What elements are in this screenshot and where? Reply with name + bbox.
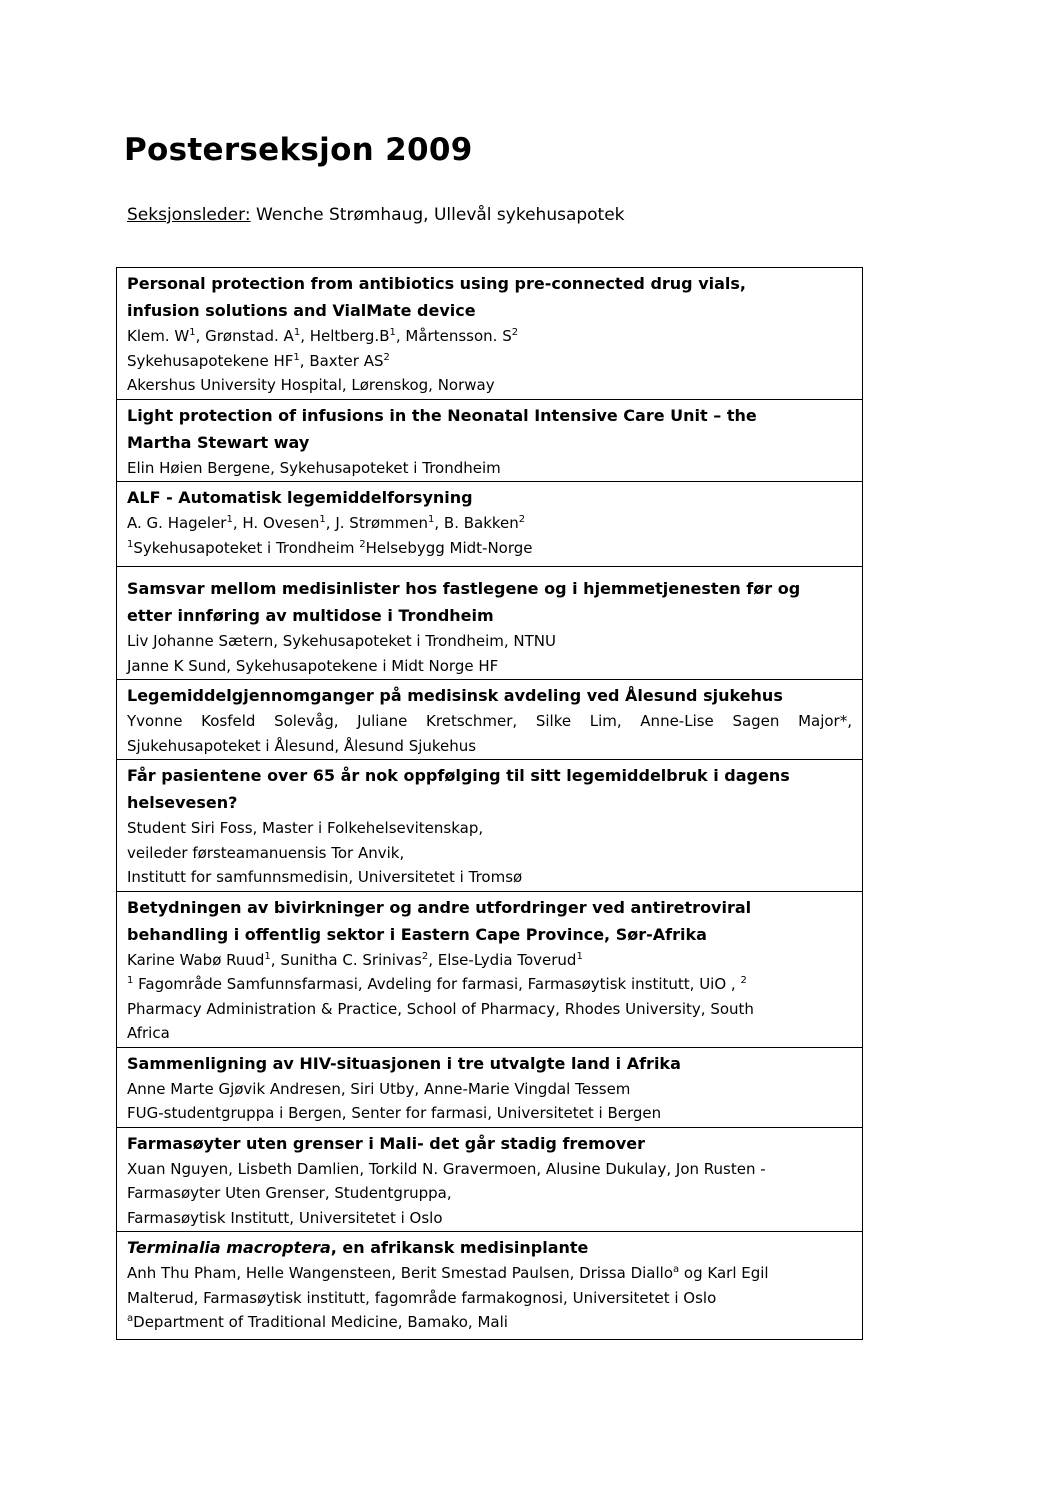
poster-affiliation: Africa xyxy=(127,1024,170,1042)
poster-cell xyxy=(117,1127,863,1232)
section-leader-name: Wenche Strømhaug, Ullevål sykehusapotek xyxy=(255,205,625,225)
poster-title: Samsvar mellom medisinlister hos fastlegene og i hjemmetjenesten før og xyxy=(127,579,801,598)
poster-cell xyxy=(117,268,863,400)
page-title: Posterseksjon 2009 xyxy=(124,132,473,168)
poster-authors: Student Siri Foss, Master i Folkehelsevitenskap, xyxy=(127,819,484,837)
poster-row xyxy=(117,399,863,482)
poster-title-cont: Martha Stewart way xyxy=(127,432,310,452)
poster-cell xyxy=(117,680,863,760)
poster-affiliation: $^1$Sykehusapoteket i Trondheim $^2$Helsebygg Midt-Norge xyxy=(127,538,533,557)
poster-row xyxy=(117,891,863,1047)
section-leader xyxy=(127,205,625,225)
poster-authors: Klem. $W^1$, Grønstad. $A^1$, $Heltberg.B^1$, Mårtensson. $S^2$ xyxy=(127,327,519,345)
poster-affiliation: $^a$Department of Traditional Medicine, Bamako, Mali xyxy=(127,1313,508,1331)
poster-title: Light protection of infusions in the Neonatal Intensive Care Unit – the xyxy=(127,405,757,425)
poster-title-cont: helsevesen? xyxy=(127,793,238,812)
poster-row xyxy=(117,1047,863,1127)
poster-affiliation: Sykehusapotekene $HF^1$, Baxter $AS^2$ xyxy=(127,351,390,370)
poster-title-cont: etter innføring av multidose i Trondheim xyxy=(127,606,494,625)
poster-affiliation: Malterud, Farmasøytisk institutt, fagområde farmakognosi, Universitetet i Oslo xyxy=(127,1288,717,1307)
poster-authors: A. G. Hageler$^1$, H. Ovesen$^1$, J. Strømmen$^1$, B. Bakken$^2$ xyxy=(127,514,526,532)
poster-row xyxy=(117,760,863,892)
poster-affiliation: Pharmacy Administration & Practice, School of Pharmacy, Rhodes University, South xyxy=(127,999,754,1018)
poster-title-cont: behandling i offentlig sektor i Eastern Cape Province, Sør-Afrika xyxy=(127,924,707,944)
poster-affiliation: FUG-studentgruppa i Bergen, Senter for farmasi, Universitetet i Bergen xyxy=(127,1104,662,1122)
poster-affiliation: Sjukehusapoteket i Ålesund, Ålesund Sjukehus xyxy=(127,736,477,755)
poster-row xyxy=(117,482,863,567)
poster-row xyxy=(117,268,863,400)
poster-table xyxy=(116,267,863,1340)
poster-cell xyxy=(117,399,863,482)
poster-affiliation: Farmasøyter Uten Grenser, Studentgruppa, xyxy=(127,1184,452,1202)
poster-affiliation: Akershus University Hospital, Lørenskog, Norway xyxy=(127,376,495,394)
poster-title-cont: infusion solutions and VialMate device xyxy=(127,301,476,320)
poster-authors: Xuan Nguyen, Lisbeth Damlien, Torkild N. Gravermoen, Alusine Dukulay, Jon Rusten - xyxy=(127,1159,766,1178)
poster-title: Betydningen av bivirkninger og andre utfordringer ved antiretroviral xyxy=(127,897,752,917)
poster-title: Legemiddelgjennomganger på medisinsk avdeling ved Ålesund sjukehus xyxy=(127,686,783,705)
poster-authors: Anne Marte Gjøvik Andresen, Siri Utby, Anne-Marie Vingdal Tessem xyxy=(127,1079,631,1098)
poster-title: ALF - Automatisk legemiddelforsyning xyxy=(127,488,473,507)
poster-title: Får pasientene over 65 år nok oppfølging til sitt legemiddelbruk i dagens xyxy=(127,766,790,785)
poster-cell xyxy=(117,1232,863,1340)
poster-title: Farmasøyter uten grenser i Mali- det går stadig fremover xyxy=(127,1133,645,1153)
poster-authors: Janne K Sund, Sykehusapotekene i Midt Norge HF xyxy=(127,656,499,675)
poster-authors: veileder førsteamanuensis Tor Anvik, xyxy=(127,843,405,862)
poster-cell xyxy=(117,760,863,892)
poster-cell xyxy=(117,567,863,680)
poster-authors: Karine Wabø Ruud$^1$, Sunitha C. Srinivas$^2$, Else-Lydia Toverud$^1$ xyxy=(127,950,583,969)
poster-row xyxy=(117,1232,863,1340)
poster-row xyxy=(117,680,863,760)
poster-affiliation: $^1$ Fagområde Samfunnsfarmasi, Avdeling for farmasi, Farmasøytisk institutt, UiO , $^2$ xyxy=(127,975,747,993)
poster-affiliation: Farmasøytisk Institutt, Universitetet i Oslo xyxy=(127,1208,443,1227)
poster-title: Sammenligning av HIV-situasjonen i tre utvalgte land i Afrika xyxy=(127,1053,681,1073)
poster-authors: Anh Thu Pham, Helle Wangensteen, Berit Smestad Paulsen, Drissa Diallo$^a$ og Karl Egil xyxy=(127,1264,769,1282)
poster-title: Personal protection from antibiotics using pre-connected drug vials, xyxy=(127,274,746,293)
poster-authors: Liv Johanne Sætern, Sykehusapoteket i Trondheim, NTNU xyxy=(127,632,556,650)
poster-authors: Yvonne Kosfeld Solevåg, Juliane Kretschmer, Silke Lim, Anne-Lise Sagen Major*, xyxy=(127,712,852,730)
poster-title: Terminalia macroptera, en afrikansk medisinplante xyxy=(127,1238,589,1257)
poster-cell xyxy=(117,891,863,1047)
section-leader-label: Seksjonsleder: xyxy=(127,205,251,225)
poster-cell xyxy=(117,1047,863,1127)
poster-affiliation: Institutt for samfunnsmedisin, Universitetet i Tromsø xyxy=(127,868,523,886)
poster-row xyxy=(117,567,863,680)
poster-cell xyxy=(117,482,863,567)
poster-authors: Elin Høien Bergene, Sykehusapoteket i Trondheim xyxy=(127,458,501,477)
poster-row xyxy=(117,1127,863,1232)
